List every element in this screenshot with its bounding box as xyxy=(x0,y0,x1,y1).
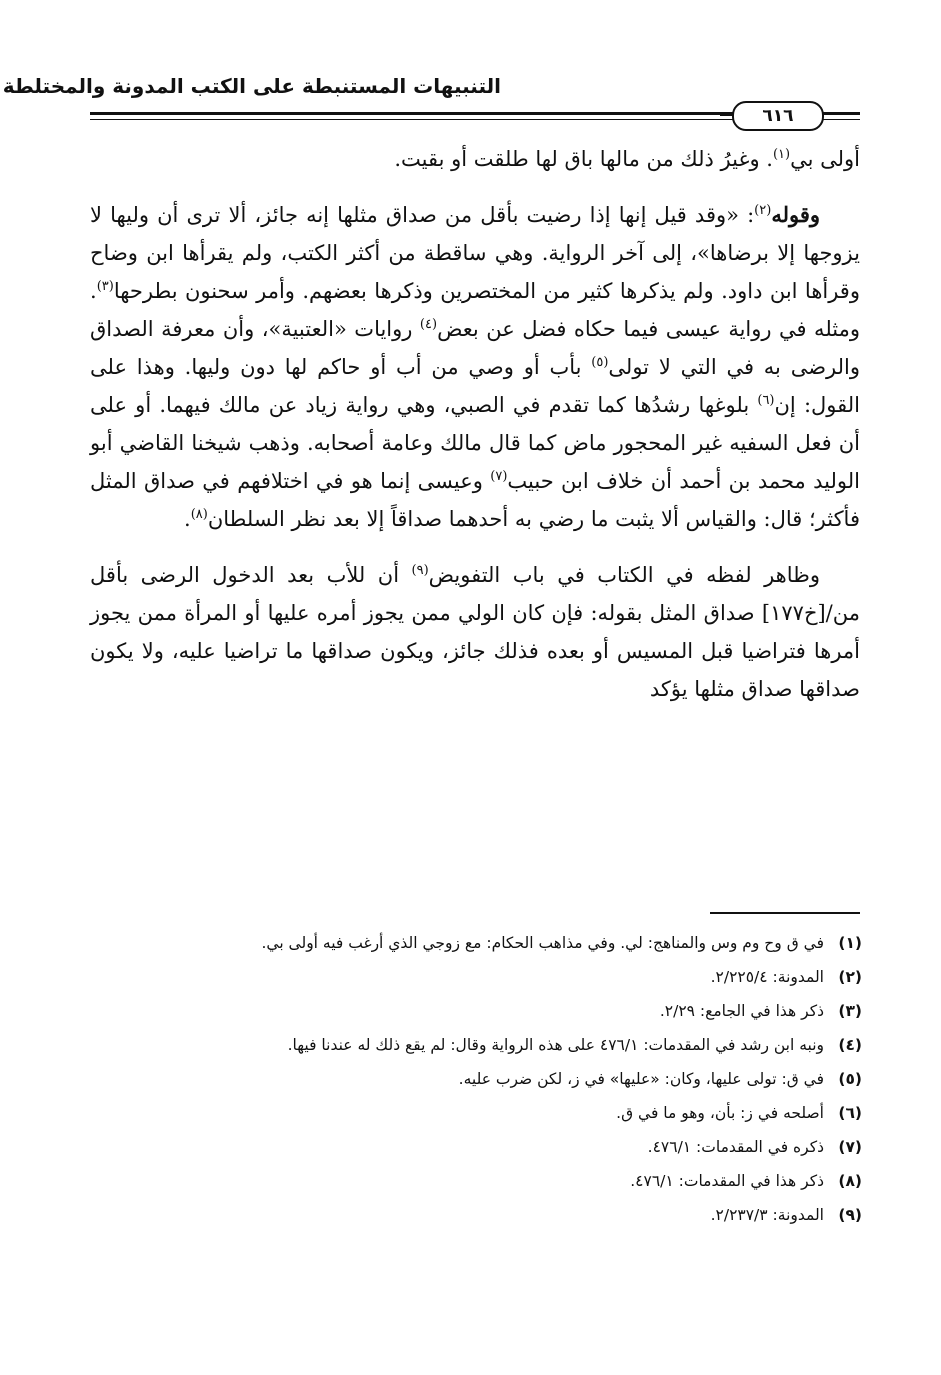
footnote-marker: (٤) xyxy=(419,317,438,332)
footnote-item xyxy=(90,964,862,990)
footnote-separator xyxy=(710,912,860,914)
footnote-number: (٧) xyxy=(838,1138,862,1156)
text-run: أولى بي xyxy=(790,147,860,171)
footnote-number: (٤) xyxy=(838,1036,862,1054)
footnote-text: المدونة: ٢/٢٣٧/٣. xyxy=(710,1206,824,1224)
text-run: بأب أو وصي من أب أو حاكم لها دون وليها. وهذا على القول: إن xyxy=(90,355,860,417)
paragraph-3 xyxy=(90,556,860,708)
running-header-title: التنبيهات المستنبطة على الكتب المدونة والمختلطة xyxy=(2,74,501,98)
text-run: وعيسى إنما هو في اختلافهم في صداق المثل فأكثر؛ قال: والقياس ألا يثبت ما رضي به أحدهما صداقاً إلا بعد نظر السلطان xyxy=(90,469,860,531)
text-run: أن للأب بعد الدخول الرضى بأقل من/[خ١٧٧] صداق المثل بقوله: فإن كان الولي ممن يجوز أمره عليها أو المرأة ممن يجوز أمرها فتراضيا قبل المسيس أو بعده فذلك جائز، ويكون صداقها ما تراضيا عليه، ولا يكون صداقها صداق مثلها يؤكد xyxy=(90,563,860,701)
footnote-number: (١) xyxy=(838,934,862,952)
footnote-text: ذكر هذا في المقدمات: ٤٧٦/١. xyxy=(630,1172,824,1190)
footnote-marker: (٨) xyxy=(190,507,208,522)
footnote-number: (٢) xyxy=(838,968,862,986)
footnote-number: (٥) xyxy=(838,1070,862,1088)
footnote-marker: (٢) xyxy=(754,203,772,218)
footnote-text: في ق: تولى عليها، وكان: «عليها» في ز، لكن ضرب عليه. xyxy=(458,1070,824,1088)
footnote-marker: (٩) xyxy=(411,563,429,578)
lead-word: وقوله xyxy=(771,202,820,227)
footnote-marker: (١) xyxy=(772,147,791,162)
footnote-text: أصلحه في ز: بأن، وهو ما في ق. xyxy=(616,1104,824,1122)
paragraph-1 xyxy=(90,140,860,178)
footnote-text: في ق وح وم وس والمناهج: لي. وفي مذاهب الحكام: مع زوجي الذي أرغب فيه أولى بي. xyxy=(261,934,824,952)
footnote-item xyxy=(90,1100,862,1126)
text-run: روايات «العتبية»، وأن معرفة الصداق والرضى به في التي لا تولى xyxy=(90,317,860,379)
footnote-marker: (٣) xyxy=(96,279,114,294)
text-run: : «وقد قيل إنها إذا رضيت بأقل من صداق مثلها إنه جائز، ألا ترى أن وليها لا يزوجها إلا برضاها»، إلى آخر الرواية. وهي ساقطة من أكثر الكتب، ولم يقرأها ابن وضاح وقرأها ابن داود. ولم يذكرها كثير من المختصرين وذكرها بعضهم. وأمر سحنون بطرحها xyxy=(90,203,860,303)
footnote-number: (٣) xyxy=(838,1002,862,1020)
footnote-item xyxy=(90,1134,862,1160)
text-run: . وغيرُ ذلك من مالها باق لها طلقت أو بقيت. xyxy=(394,147,773,171)
footnote-item xyxy=(90,930,862,956)
footnotes xyxy=(90,930,862,1236)
text-run: بلوغها رشدُها كما تقدم في الصبي، وهي رواية زياد عن مالك فيهما. أو على أن فعل السفيه غير المحجور ماض كما قال مالك وعامة أصحابه. وذهب شيخنا القاضي أبو الوليد محمد بن أحمد أن خلاف ابن حبيب xyxy=(90,393,860,493)
paragraph-2 xyxy=(90,196,860,538)
footnote-text: المدونة: ٢/٢٢٥/٤. xyxy=(710,968,824,986)
footnote-marker: (٧) xyxy=(490,469,508,484)
text-run: . xyxy=(184,507,191,531)
footnote-item xyxy=(90,1168,862,1194)
text-run: . ومثله في رواية عيسى فيما حكاه فضل عن بعض xyxy=(90,279,860,341)
footnote-text: ونبه ابن رشد في المقدمات: ٤٧٦/١ على هذه الرواية وقال: لم يقع ذلك له عندنا فيها. xyxy=(287,1036,824,1054)
footnote-item xyxy=(90,1032,862,1058)
footnote-marker: (٥) xyxy=(591,355,609,370)
footnote-marker: (٦) xyxy=(757,393,775,408)
footnote-number: (٨) xyxy=(838,1172,862,1190)
footnote-item xyxy=(90,998,862,1024)
text-run: وظاهر لفظه في الكتاب في باب التفويض xyxy=(428,563,820,587)
page-number: ٦١٦ xyxy=(732,101,824,131)
main-text xyxy=(90,140,860,708)
footnote-item xyxy=(90,1202,862,1228)
footnote-number: (٩) xyxy=(838,1206,862,1224)
footnote-item xyxy=(90,1066,862,1092)
footnote-text: ذكره في المقدمات: ٤٧٦/١. xyxy=(647,1138,824,1156)
footnote-number: (٦) xyxy=(838,1104,862,1122)
footnote-text: ذكر هذا في الجامع: ٢/٢٩. xyxy=(659,1002,824,1020)
